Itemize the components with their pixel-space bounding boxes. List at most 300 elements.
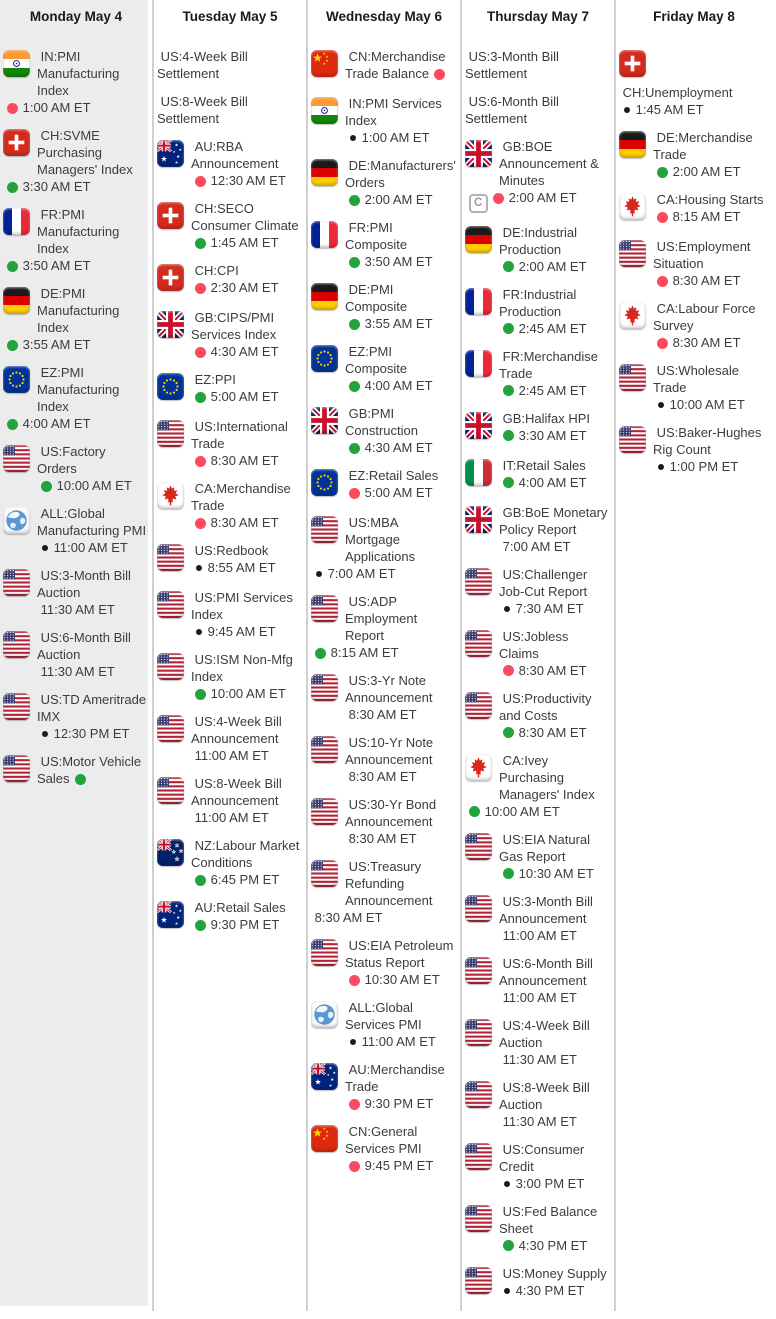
status-dot-green <box>349 443 360 454</box>
event-time-text: 11:30 AM ET <box>40 602 115 617</box>
status-dot-green <box>195 238 206 249</box>
calendar-event <box>311 95 460 146</box>
event-time <box>499 928 577 943</box>
event-time-text: 9:30 PM ET <box>364 1096 434 1111</box>
flag-ez-icon <box>311 345 338 372</box>
calendar-event <box>311 514 460 582</box>
flag-ez-icon <box>157 373 184 400</box>
event-time-text: 8:30 AM ET <box>314 910 383 925</box>
flag-us-icon <box>311 736 338 763</box>
flag-in-icon <box>311 97 338 124</box>
event-title[interactable]: GB:Halifax HPI <box>502 410 591 426</box>
event-title[interactable]: US:Employment Situation <box>653 239 751 271</box>
event-time <box>3 100 91 115</box>
event-title[interactable]: US:Jobless Claims <box>499 628 569 661</box>
event-title[interactable]: US:EIA Petroleum Status Report <box>345 938 454 970</box>
calendar-event <box>311 281 460 332</box>
event-title[interactable]: DE:PMI Manufacturing Index <box>37 286 120 335</box>
status-dot-red <box>195 456 206 467</box>
calendar-event <box>157 589 306 640</box>
event-time <box>3 337 91 352</box>
event-time-text: 7:00 AM ET <box>327 566 396 581</box>
event-title[interactable]: DE:Manufacturers' Orders <box>345 158 456 190</box>
event-title[interactable]: US:6-Month Bill Settlement <box>465 94 559 126</box>
event-title[interactable]: US:PMI Services Index <box>191 590 293 622</box>
event-time <box>345 192 433 207</box>
flag-de-icon <box>465 226 492 253</box>
event-time-text: 3:30 AM ET <box>22 179 91 194</box>
event-title[interactable]: AU:Merchandise Trade <box>345 1062 445 1094</box>
flag-us-icon <box>465 692 492 719</box>
event-title[interactable]: IT:Retail Sales <box>502 457 586 473</box>
event-time <box>653 397 745 412</box>
event-title[interactable]: US:MBA Mortgage Applications <box>345 515 416 564</box>
calendar-event <box>465 504 614 555</box>
event-title[interactable]: US:8-Week Bill Announcement <box>191 776 282 808</box>
event-title[interactable]: EZ:PPI <box>194 372 236 387</box>
event-title[interactable]: US:Money Supply <box>502 1265 607 1281</box>
event-title[interactable]: US:3-Month Bill Auction <box>37 568 131 600</box>
calendar-event <box>619 48 776 118</box>
calendar-event <box>311 467 460 503</box>
calendar-event <box>465 286 614 337</box>
event-title[interactable]: DE:Merchandise Trade <box>653 130 753 162</box>
flag-de-icon <box>3 287 30 314</box>
calendar-event <box>157 651 306 702</box>
status-dot-black <box>504 606 510 612</box>
event-time <box>465 190 577 209</box>
flag-gb-icon <box>465 412 492 439</box>
event-title[interactable]: US:ADP Employment Report <box>345 594 418 643</box>
event-title[interactable]: US:4-Week Bill Auction <box>499 1017 590 1050</box>
event-time-text: 8:30 AM ET <box>348 831 417 846</box>
event-time-text: 3:50 AM ET <box>364 254 433 269</box>
calendar-event <box>157 93 306 127</box>
calendar-event <box>157 371 306 407</box>
calendar-event <box>619 191 776 227</box>
event-title[interactable]: US:6-Month Bill Announcement <box>499 955 593 988</box>
event-time-text: 10:00 AM ET <box>669 397 745 412</box>
calendar-event <box>311 672 460 723</box>
event-title[interactable]: US:3-Yr Note Announcement <box>345 673 433 705</box>
event-title[interactable]: US:8-Week Bill Auction <box>499 1079 590 1112</box>
event-title[interactable]: CN:Merchandise Trade Balance <box>345 49 446 81</box>
calendar-event <box>311 999 460 1050</box>
flag-in-icon <box>3 50 30 77</box>
calendar-event <box>465 410 614 446</box>
event-title[interactable]: CH:SVME Purchasing Managers' Index <box>37 128 133 177</box>
event-title[interactable]: US:4-Week Bill Settlement <box>157 49 248 81</box>
event-time-text: 8:30 AM ET <box>348 769 417 784</box>
event-title[interactable]: CA:Housing Starts <box>656 192 764 207</box>
flag-us-icon <box>465 957 492 984</box>
event-time <box>311 566 396 581</box>
event-title[interactable]: CN:General Services PMI <box>345 1124 422 1156</box>
event-title[interactable]: US:Consumer Credit <box>499 1141 585 1174</box>
flag-fr-icon <box>465 350 492 377</box>
event-time-text: 12:30 AM ET <box>210 173 286 188</box>
event-time <box>191 235 279 250</box>
status-dot-green <box>349 319 360 330</box>
calendar-event <box>3 206 152 274</box>
event-time-text: 3:50 AM ET <box>22 258 91 273</box>
event-time-text: 4:30 PM ET <box>518 1237 588 1253</box>
event-title[interactable]: EZ:Retail Sales <box>348 468 439 483</box>
event-title[interactable]: CA:Labour Force Survey <box>653 301 756 333</box>
flag-de-icon <box>311 159 338 186</box>
event-title[interactable]: US:ISM Non-Mfg Index <box>191 652 293 684</box>
event-time <box>499 990 577 1005</box>
flag-us-icon <box>311 674 338 701</box>
event-title[interactable]: DE:Industrial Production <box>499 224 578 257</box>
calendar-event <box>311 48 460 84</box>
event-title[interactable]: FR:PMI Composite <box>345 220 408 252</box>
event-title[interactable]: AU:RBA Announcement <box>191 139 279 171</box>
flag-ca-icon <box>619 193 646 220</box>
flag-us-icon <box>3 631 30 658</box>
event-title[interactable]: IN:PMI Services Index <box>345 96 442 128</box>
event-title[interactable]: US:Motor Vehicle Sales <box>37 754 142 786</box>
event-time-text: 11:00 AM ET <box>502 989 577 1005</box>
flag-us-icon <box>465 833 492 860</box>
flag-cn-icon <box>311 50 338 77</box>
flag-au-icon <box>157 901 184 928</box>
event-title[interactable]: IN:PMI Manufacturing Index <box>37 49 120 98</box>
calendar-event <box>3 364 152 432</box>
event-title[interactable]: US:Fed Balance Sheet <box>499 1203 598 1236</box>
event-title[interactable]: US:Factory Orders <box>37 444 106 476</box>
flag-ca-icon <box>465 754 492 781</box>
event-title[interactable]: EZ:PMI Manufacturing Index <box>37 365 120 414</box>
event-time-text: 4:00 AM ET <box>518 474 587 490</box>
calendar-event <box>465 752 614 820</box>
flag-us-icon <box>311 860 338 887</box>
calendar-event <box>311 937 460 988</box>
event-title[interactable]: US:Productivity and Costs <box>499 690 592 723</box>
event-time-text: 1:00 AM ET <box>361 130 430 145</box>
day-header-tuesday: Tuesday May 5 <box>182 9 278 24</box>
event-time-text: 1:45 AM ET <box>210 235 279 250</box>
event-time <box>191 344 279 359</box>
flag-au-icon <box>311 1063 338 1090</box>
calendar-event <box>619 362 776 413</box>
calendar-event <box>157 200 306 251</box>
event-time-text: 8:55 AM ET <box>207 560 276 575</box>
status-dot-red <box>195 518 206 529</box>
calendar-event <box>465 48 614 82</box>
flag-fr-icon <box>311 221 338 248</box>
flag-us-icon <box>3 445 30 472</box>
status-dot-green <box>195 875 206 886</box>
event-title[interactable]: FR:Merchandise Trade <box>499 348 598 381</box>
calendar-event <box>157 542 306 578</box>
calendar-event <box>311 593 460 661</box>
event-time-text: 3:30 AM ET <box>518 427 587 443</box>
event-time-text: 12:30 PM ET <box>53 726 130 741</box>
calendar-event <box>3 691 152 742</box>
event-title[interactable]: GB:CIPS/PMI Services Index <box>191 310 277 342</box>
event-title[interactable]: US:30-Yr Bond Announcement <box>345 797 437 829</box>
event-time-text: 11:00 AM ET <box>502 927 577 943</box>
event-title[interactable]: US:EIA Natural Gas Report <box>499 831 591 864</box>
event-time-text: 9:45 AM ET <box>207 624 276 639</box>
event-time-text: 8:15 AM ET <box>672 209 741 224</box>
event-title[interactable]: GB:BOE Announcement & Minutes <box>499 139 599 188</box>
event-time <box>345 130 430 145</box>
calendar-event <box>465 893 614 944</box>
status-dot-red <box>657 338 668 349</box>
event-time <box>37 726 130 741</box>
status-dot-red <box>195 283 206 294</box>
calendar-event <box>465 628 614 679</box>
flag-ch-icon <box>619 50 646 77</box>
event-title[interactable]: US:Treasury Refunding Announcement <box>345 859 433 908</box>
calendar-event <box>311 858 460 926</box>
event-title[interactable]: US:10-Yr Note Announcement <box>345 735 434 767</box>
flag-us-icon <box>311 595 338 622</box>
flag-us-icon <box>157 591 184 618</box>
status-dot-black <box>42 731 48 737</box>
status-dot-black <box>504 1181 510 1187</box>
status-dot-black <box>316 571 322 577</box>
event-time <box>499 663 587 678</box>
event-time-text: 11:00 AM ET <box>53 540 128 555</box>
event-time <box>345 378 433 393</box>
flag-ca-icon <box>157 482 184 509</box>
calendar-event <box>311 157 460 208</box>
event-time-text: 2:00 AM ET <box>672 164 741 179</box>
event-time <box>191 872 279 887</box>
event-title[interactable]: US:Challenger Job-Cut Report <box>499 566 588 599</box>
status-dot-black <box>196 629 202 635</box>
day-events-friday <box>619 48 776 475</box>
event-title[interactable]: US:TD Ameritrade IMX <box>37 692 147 724</box>
status-dot-green <box>195 689 206 700</box>
day-header-monday: Monday May 4 <box>29 9 123 24</box>
status-dot-red <box>349 1099 360 1110</box>
event-time-text: 11:00 AM ET <box>194 748 269 763</box>
calendar-event <box>465 955 614 1006</box>
calendar-event <box>157 262 306 298</box>
day-column-thursday <box>462 0 616 1311</box>
event-title[interactable]: CH:CPI <box>194 263 239 278</box>
calendar-event <box>3 505 152 556</box>
event-title[interactable]: NZ:Labour Market Conditions <box>191 838 300 870</box>
event-time-text: 10:00 AM ET <box>56 478 132 493</box>
calendar-event <box>157 418 306 469</box>
event-time <box>345 316 433 331</box>
consensus-icon: C <box>469 194 488 213</box>
event-time-text: 8:15 AM ET <box>330 645 399 660</box>
event-title[interactable]: US:4-Week Bill Announcement <box>191 714 282 746</box>
flag-us-icon <box>157 653 184 680</box>
day-header-wednesday: Wednesday May 6 <box>325 9 443 24</box>
flag-gb-icon <box>465 140 492 167</box>
status-dot-black <box>42 545 48 551</box>
status-dot-red <box>657 276 668 287</box>
event-title[interactable]: US:6-Month Bill Auction <box>37 630 131 662</box>
status-dot-red <box>349 975 360 986</box>
event-time <box>499 601 584 616</box>
event-time-text: 5:00 AM ET <box>210 389 279 404</box>
flag-de-icon <box>311 283 338 310</box>
event-time <box>465 804 560 819</box>
event-time <box>499 321 587 336</box>
event-title[interactable]: FR:Industrial Production <box>499 286 577 319</box>
status-dot-red <box>503 665 514 676</box>
calendar-event <box>619 424 776 475</box>
event-title[interactable]: CA:Merchandise Trade <box>191 481 291 513</box>
day-events-wednesday <box>311 48 460 1174</box>
flag-ca-icon <box>619 302 646 329</box>
calendar-event <box>619 129 776 180</box>
event-title[interactable]: AU:Retail Sales <box>194 900 286 915</box>
flag-us-icon <box>3 755 30 782</box>
status-dot-green <box>503 385 514 396</box>
event-title[interactable]: ALL:Global Manufacturing PMI <box>37 506 147 538</box>
event-title[interactable]: US:Wholesale Trade <box>653 363 739 395</box>
status-dot-green <box>75 774 86 785</box>
event-time <box>191 389 279 404</box>
calendar-event <box>157 48 306 82</box>
event-title[interactable]: US:8-Week Bill Settlement <box>157 94 248 126</box>
flag-ch-icon <box>157 202 184 229</box>
event-title[interactable]: US:3-Month Bill Announcement <box>499 893 593 926</box>
event-time <box>191 560 276 575</box>
event-time <box>653 335 741 350</box>
flag-us-icon <box>465 1267 492 1294</box>
event-title[interactable]: US:3-Month Bill Settlement <box>465 49 559 81</box>
event-time-text: 11:00 AM ET <box>361 1034 436 1049</box>
event-time <box>653 164 741 179</box>
status-dot-green <box>7 261 18 272</box>
flag-us-icon <box>465 568 492 595</box>
event-title[interactable]: GB:BoE Monetary Policy Report <box>499 504 608 537</box>
event-time <box>191 280 279 295</box>
event-time <box>345 254 433 269</box>
status-dot-green <box>503 477 514 488</box>
event-time <box>499 1114 577 1129</box>
calendar-event <box>311 343 460 394</box>
calendar-event <box>3 443 152 494</box>
event-time <box>499 1176 584 1191</box>
event-title[interactable]: US:Redbook <box>194 543 269 558</box>
calendar-event <box>465 1079 614 1130</box>
event-time-text: 1:00 PM ET <box>669 459 739 474</box>
event-time-text: 10:00 AM ET <box>484 803 560 819</box>
event-time <box>191 686 286 701</box>
status-dot-green <box>657 167 668 178</box>
status-dot-green <box>195 920 206 931</box>
event-time-text: 7:00 AM ET <box>502 538 571 554</box>
event-title[interactable]: FR:PMI Manufacturing Index <box>37 207 120 256</box>
event-time-text: 5:00 AM ET <box>364 485 433 500</box>
event-title[interactable]: CA:Ivey Purchasing Managers' Index <box>499 752 595 802</box>
event-time-text: 8:30 AM ET <box>348 707 417 722</box>
day-events-tuesday <box>157 48 306 935</box>
event-title[interactable]: US:International Trade <box>191 419 288 451</box>
status-dot-red <box>349 488 360 499</box>
event-time <box>191 515 279 530</box>
flag-gb-icon <box>311 407 338 434</box>
flag-fr-icon <box>3 208 30 235</box>
event-title[interactable]: US:Baker-Hughes Rig Count <box>653 425 762 457</box>
flag-us-icon <box>619 240 646 267</box>
calendar-event <box>3 127 152 195</box>
calendar-event <box>465 138 614 213</box>
event-time <box>345 769 417 784</box>
event-time-text: 10:30 AM ET <box>518 865 594 881</box>
day-events-thursday <box>465 48 614 1301</box>
event-time-text: 4:30 PM ET <box>515 1282 585 1298</box>
status-dot-black <box>196 565 202 571</box>
calendar-event <box>157 138 306 189</box>
flag-cn-icon <box>311 1125 338 1152</box>
calendar-event <box>157 837 306 888</box>
calendar-event <box>465 93 614 127</box>
day-column-wednesday <box>308 0 462 1311</box>
calendar-event <box>311 734 460 785</box>
flag-us-icon <box>311 798 338 825</box>
calendar-event <box>465 224 614 275</box>
event-time <box>653 273 741 288</box>
status-dot-red <box>349 1161 360 1172</box>
event-time <box>191 810 269 825</box>
calendar-event <box>465 566 614 617</box>
status-dot-green <box>41 481 52 492</box>
status-dot-green <box>503 430 514 441</box>
event-time <box>499 475 587 490</box>
status-dot-green <box>503 1240 514 1251</box>
event-title[interactable]: ALL:Global Services PMI <box>345 1000 422 1032</box>
flag-us-icon <box>3 569 30 596</box>
event-title[interactable]: EZ:PMI Composite <box>345 344 408 376</box>
event-time-text: 4:00 AM ET <box>22 416 91 431</box>
event-time-text: 4:30 AM ET <box>210 344 279 359</box>
flag-us-icon <box>465 895 492 922</box>
event-time <box>3 179 91 194</box>
calendar-event <box>3 48 152 116</box>
event-time <box>191 453 279 468</box>
flag-us-icon <box>311 516 338 543</box>
event-time <box>345 1096 433 1111</box>
event-time <box>345 972 440 987</box>
calendar-event <box>619 300 776 351</box>
event-title[interactable]: GB:PMI Construction <box>345 406 418 438</box>
calendar-event <box>157 480 306 531</box>
event-time-text: 8:30 AM ET <box>672 273 741 288</box>
calendar-event <box>157 899 306 935</box>
calendar-event <box>311 1123 460 1174</box>
event-title[interactable]: DE:PMI Composite <box>345 282 408 314</box>
event-time-text: 1:45 AM ET <box>635 102 704 117</box>
status-dot-red <box>195 347 206 358</box>
event-title[interactable]: CH:SECO Consumer Climate <box>191 201 299 233</box>
status-dot-black <box>658 402 664 408</box>
flag-us-icon <box>3 693 30 720</box>
event-time <box>191 624 276 639</box>
status-dot-black <box>350 1039 356 1045</box>
event-title[interactable]: CH:Unemployment <box>622 85 733 100</box>
flag-ch-icon <box>3 129 30 156</box>
event-time-text: 8:30 AM ET <box>672 335 741 350</box>
flag-ez-icon <box>3 366 30 393</box>
calendar-event <box>311 1061 460 1112</box>
event-time-text: 1:00 AM ET <box>22 100 91 115</box>
flag-us-icon <box>465 630 492 657</box>
flag-us-icon <box>465 1019 492 1046</box>
flag-us-icon <box>157 420 184 447</box>
